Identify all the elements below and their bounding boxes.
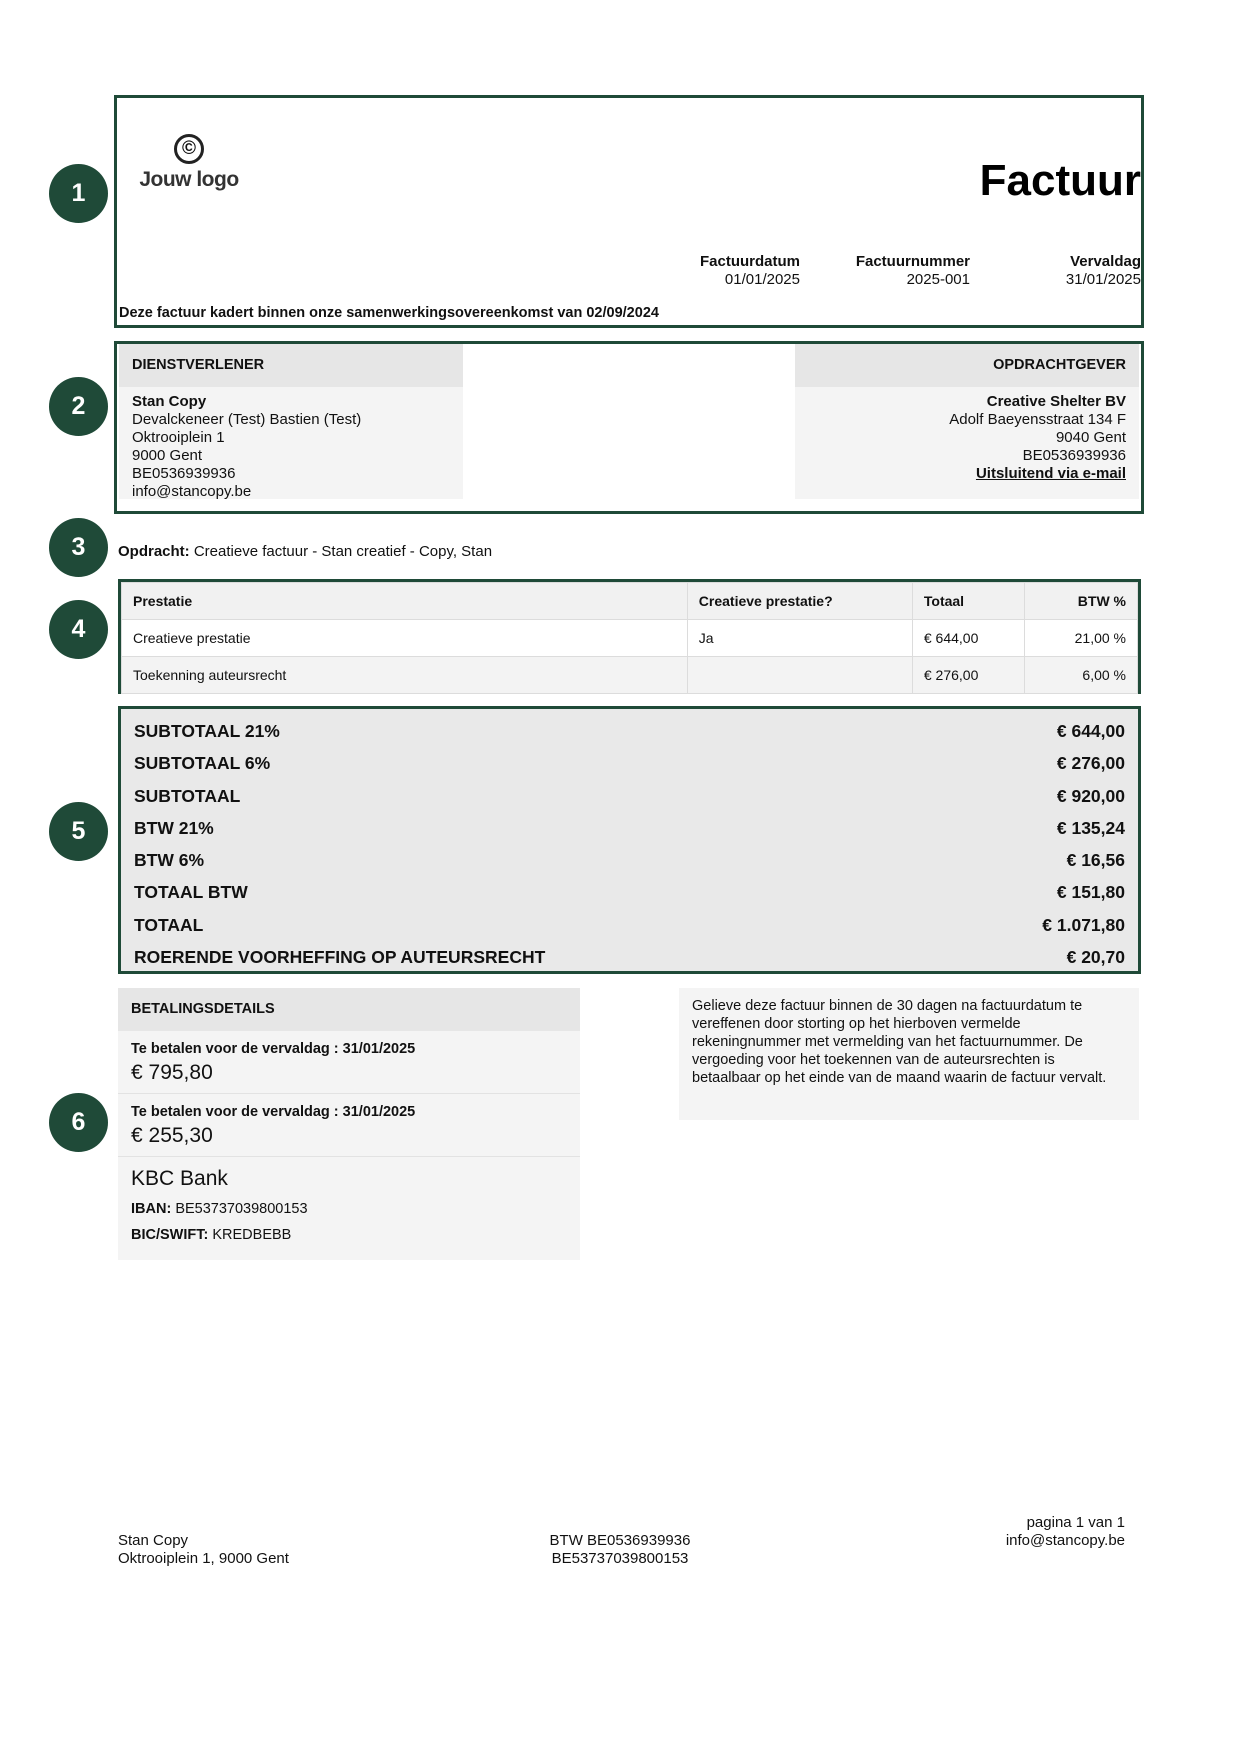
- provider-email: info@stancopy.be: [132, 483, 252, 500]
- totals-label: BTW 21%: [134, 817, 214, 838]
- provider-line: Devalckeneer (Test) Bastien (Test): [132, 411, 362, 428]
- totals-label: SUBTOTAAL: [134, 785, 241, 806]
- logo-text: Jouw logo: [139, 168, 239, 191]
- due-date: [1066, 253, 1141, 289]
- table-cell: € 276,00: [912, 657, 1025, 694]
- provider-card: [119, 344, 463, 499]
- iban-label: IBAN:: [131, 1201, 172, 1217]
- totals-row: [134, 780, 1125, 812]
- due-date-value: 31/01/2025: [1065, 271, 1141, 288]
- totals-section: [118, 706, 1141, 974]
- payment-heading: BETALINGSDETAILS: [118, 988, 580, 1031]
- totals-row: [134, 812, 1125, 844]
- installment-due: Te betalen voor de vervaldag : 31/01/2025: [131, 1041, 416, 1057]
- invoice-number-value: 2025-001: [906, 271, 970, 288]
- totals-value: € 920,00: [1056, 785, 1125, 806]
- parties-section: [114, 341, 1144, 514]
- provider-line: BE0536939936: [132, 465, 236, 482]
- invoice-number-label: Factuurnummer: [855, 253, 970, 270]
- page-title: Factuur: [979, 156, 1141, 205]
- iban-value: BE53737039800153: [175, 1201, 308, 1217]
- payment-note: Gelieve deze factuur binnen de 30 dagen na factuurdatum te vereffenen door storting op het hierboven vermelde rekeningnummer met vermelding van het factuurnummer. De vergoeding voor het toekennen van de auteursrechten is betaalbaar op het einde van de maand waarin de factuur vervalt.: [679, 988, 1139, 1120]
- bic-value: KREDBEBB: [212, 1227, 292, 1243]
- section-marker-5: 5: [49, 802, 108, 861]
- section-marker-3: 3: [49, 518, 108, 577]
- column-header: Prestatie: [122, 583, 688, 620]
- totals-label: BTW 6%: [134, 850, 204, 871]
- invoice-date-label: Factuurdatum: [699, 253, 800, 270]
- footer-right: [1006, 1514, 1125, 1550]
- invoice-date-value: 01/01/2025: [724, 271, 800, 288]
- section-marker-6: 6: [49, 1093, 108, 1152]
- provider-line: 9000 Gent: [132, 447, 203, 464]
- payment-installment: [118, 1031, 580, 1094]
- iban-line: [118, 1201, 580, 1217]
- bic-label: BIC/SWIFT:: [131, 1227, 209, 1243]
- totals-value: € 644,00: [1056, 721, 1125, 741]
- provider-name: Stan Copy: [132, 393, 207, 410]
- table-cell: 6,00 %: [1025, 657, 1138, 694]
- totals-row: [134, 876, 1125, 908]
- totals-value: € 20,70: [1066, 947, 1125, 968]
- payment-details: [118, 988, 580, 1260]
- invoice-number: [856, 253, 970, 289]
- totals-row: [134, 909, 1125, 941]
- table-row: [122, 657, 1138, 694]
- table-header-row: [122, 583, 1138, 620]
- totals-value: € 16,56: [1066, 850, 1125, 871]
- agreement-note: Deze factuur kadert binnen onze samenwerkingsovereenkomst van 02/09/2024: [119, 305, 659, 321]
- totals-value: € 276,00: [1056, 753, 1125, 774]
- totals-value: € 1.071,80: [1042, 914, 1125, 935]
- installment-amount: € 795,80: [131, 1061, 213, 1084]
- table-cell: Creatieve prestatie: [122, 620, 688, 657]
- page-number: pagina 1 van 1: [1026, 1514, 1125, 1531]
- table-cell: Ja: [687, 620, 912, 657]
- section-marker-4: 4: [49, 600, 108, 659]
- client-line: 9040 Gent: [1055, 429, 1126, 446]
- footer-line: BTW BE0536939936: [549, 1532, 691, 1549]
- totals-label: ROERENDE VOORHEFFING OP AUTEURSRECHT: [134, 947, 546, 968]
- totals-row: [134, 844, 1125, 876]
- client-line: Adolf Baeyensstraat 134 F: [949, 411, 1126, 428]
- client-heading: OPDRACHTGEVER: [795, 344, 1139, 387]
- totals-row: [134, 747, 1125, 779]
- provider-line: Oktrooiplein 1: [132, 429, 225, 446]
- totals-label: SUBTOTAAL 6%: [134, 753, 271, 774]
- totals-row: [134, 941, 1125, 973]
- due-date-label: Vervaldag: [1070, 253, 1141, 270]
- column-header: BTW %: [1025, 583, 1138, 620]
- footer-middle: [545, 1532, 695, 1568]
- totals-value: € 151,80: [1056, 882, 1125, 903]
- provider-heading: DIENSTVERLENER: [119, 344, 463, 387]
- table-cell: 21,00 %: [1025, 620, 1138, 657]
- totals-label: TOTAAL BTW: [134, 882, 248, 903]
- items-table-container: [118, 579, 1141, 694]
- bic-line: [118, 1227, 580, 1243]
- items-table: [121, 582, 1138, 694]
- assignment-line: [118, 543, 492, 560]
- footer-line: BE53737039800153: [551, 1550, 689, 1567]
- table-cell: € 644,00: [912, 620, 1025, 657]
- section-marker-2: 2: [49, 377, 108, 436]
- assignment-value: Creatieve factuur - Stan creatief - Copy, Stan: [193, 543, 493, 560]
- totals-row: [134, 715, 1125, 747]
- company-logo: [134, 134, 244, 192]
- assignment-label: Opdracht:: [118, 543, 190, 560]
- installment-due: Te betalen voor de vervaldag : 31/01/2025: [131, 1104, 416, 1120]
- totals-value: € 135,24: [1056, 817, 1125, 838]
- client-card: [795, 344, 1139, 499]
- client-name: Creative Shelter BV: [986, 393, 1126, 410]
- table-cell: Toekenning auteursrecht: [122, 657, 688, 694]
- totals-label: TOTAAL: [134, 914, 204, 935]
- column-header: Totaal: [912, 583, 1025, 620]
- totals-label: SUBTOTAAL 21%: [134, 721, 280, 741]
- footer-email: info@stancopy.be: [1005, 1532, 1125, 1549]
- client-line: BE0536939936: [1022, 447, 1126, 464]
- section-marker-1: 1: [49, 164, 108, 223]
- footer-line: Stan Copy: [118, 1532, 189, 1549]
- table-row: [122, 620, 1138, 657]
- payment-installment: [118, 1094, 580, 1157]
- footer-line: Oktrooiplein 1, 9000 Gent: [118, 1550, 289, 1567]
- table-cell: [687, 657, 912, 694]
- column-header: Creatieve prestatie?: [687, 583, 912, 620]
- bank-name: KBC Bank: [131, 1167, 228, 1190]
- footer-left: [118, 1532, 289, 1568]
- client-delivery-method: Uitsluitend via e-mail: [975, 465, 1126, 482]
- invoice-date: [700, 253, 800, 289]
- installment-amount: € 255,30: [131, 1124, 213, 1147]
- invoice-header: [114, 95, 1144, 328]
- copyright-icon: ©: [174, 134, 204, 164]
